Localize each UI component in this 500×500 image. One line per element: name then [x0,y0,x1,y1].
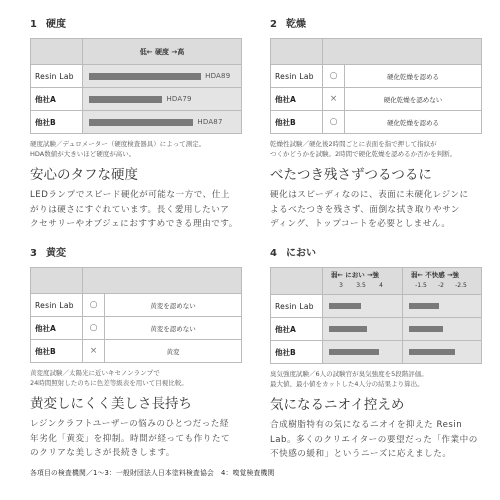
tick-label: -2.5 [455,282,467,289]
table-row [31,317,242,340]
row-label: 他社B [31,340,83,363]
table-row [271,341,482,364]
section-body: 硬化はスピーディなのに、表面に未硬化レジンに よるべたつきを残さず、面倒な拭き取りやサン ディング、トップコートを必要としません。 [270,190,469,229]
test-note: 臭気強度試験／6人の試験官が臭気強度を5段階評価。 最大値、最小値をカットした4人分の結果より算出。 [270,370,428,388]
section-heading: 黄変しにくく美しさ長持ち [30,396,192,412]
odor-bar [329,303,361,309]
row-label: 他社B [31,111,83,134]
row-label: 他社A [271,318,323,341]
bar-value: HDA79 [166,95,192,103]
section-yellowing [30,247,242,461]
test-note: 硬度試験／デュロメーター（硬度検査器具）によって測定。 HDA数値が大きいほど硬度が高い。 [30,140,206,158]
hardness-bar [89,96,162,103]
section-title: 1 硬度 [30,19,66,30]
section-body: 合成樹脂特有の気になるニオイを抑えた Resin Lab。多くのクリエイターの要望だった「作業中の 不快感の緩和」というニーズに応えました。 [270,420,478,459]
row-label: 他社A [31,317,83,340]
table-row [31,340,242,363]
yellowing-table [30,267,242,363]
row-label: 他社A [31,88,83,111]
result-text: 黄変を認めない [105,294,242,317]
result-symbol: ○ [323,65,345,88]
row-label: 他社B [271,111,323,134]
tick-label: 4 [379,282,383,289]
row-label: 他社B [271,341,323,364]
table-row [271,111,482,134]
section-body: レジンクラフトユーザーの悩みのひとつだった経 年劣化「黄変」を抑制。時間が経っても作りたて のクリアな美しさが長続きします。 [30,419,231,458]
section-title: 2 乾燥 [270,19,306,30]
hardness-bar [89,73,201,80]
result-symbol: × [323,88,345,111]
discomfort-bar [409,349,455,355]
odor-bar [329,326,367,332]
hardness-axis-label: 低← 硬度 →高 [139,47,185,56]
table-row [271,65,482,88]
section-odor [270,247,482,462]
test-note: 黄変度試験／太陽光に近いキセノンランプで 24時間照射したのちに色差等級表を用いて目視比較。 [30,369,188,387]
row-label: 他社A [271,88,323,111]
result-symbol: ○ [323,111,345,134]
result-text: 黄変を認めない [105,317,242,340]
result-text: 硬化乾燥を認める [345,65,482,88]
bar-value: HDA89 [205,72,231,80]
footer-note: 各項目の検査機関／1～3：一般財団法人日本塗料検査協会 4：嗅覚検査機関 [30,469,275,477]
section-drying [270,18,482,232]
discomfort-axis-label: 弱← 不快感 →強 [411,271,459,279]
odor-bar [329,349,379,355]
section-title: 4 におい [270,248,316,259]
tick-label: -2 [438,282,444,289]
table-row [271,88,482,111]
result-symbol: ○ [83,317,105,340]
result-symbol: ○ [83,294,105,317]
discomfort-scale [403,268,481,294]
section-title: 3 黄変 [30,248,66,259]
result-symbol: × [83,340,105,363]
table-row [271,295,482,318]
discomfort-bar [409,303,439,309]
odor-scale [323,268,402,294]
tick-label: 3.5 [356,282,366,289]
odor-table [270,267,482,364]
section-body: LEDランプでスピード硬化が可能な一方で、仕上 がりは硬さにすぐれています。長く愛用したいア クセサリーやオブジェにおすすめできる理由です。 [30,190,238,229]
result-text: 硬化乾燥を認める [345,111,482,134]
hardness-table [30,38,242,134]
table-row [31,65,242,88]
table-row [271,318,482,341]
discomfort-bar [409,326,443,332]
row-label: Resin Lab [31,294,83,317]
section-heading: 安心のタフな硬度 [30,167,138,183]
result-text: 硬化乾燥を認めない [345,88,482,111]
table-row [31,111,242,134]
table-row [31,88,242,111]
bar-value: HDA87 [197,118,223,126]
section-hardness [30,18,242,232]
drying-table [270,38,482,134]
table-row [31,294,242,317]
section-heading: べたつき残さずつるつるに [270,167,432,183]
section-heading: 気になるニオイ控えめ [270,397,405,413]
row-label: Resin Lab [31,65,83,88]
odor-axis-label: 弱← におい →強 [331,271,379,279]
row-label: Resin Lab [271,65,323,88]
hardness-bar [89,119,193,126]
tick-label: 3 [339,282,343,289]
test-note: 乾燥性試験／硬化後2時間ごとに表面を指で押して指紋が つくかどうかを試験。2時間で硬化乾燥を認めるか否かを判断。 [270,140,457,158]
result-text: 黄変 [105,340,242,363]
row-label: Resin Lab [271,295,323,318]
tick-label: -1.5 [415,282,427,289]
